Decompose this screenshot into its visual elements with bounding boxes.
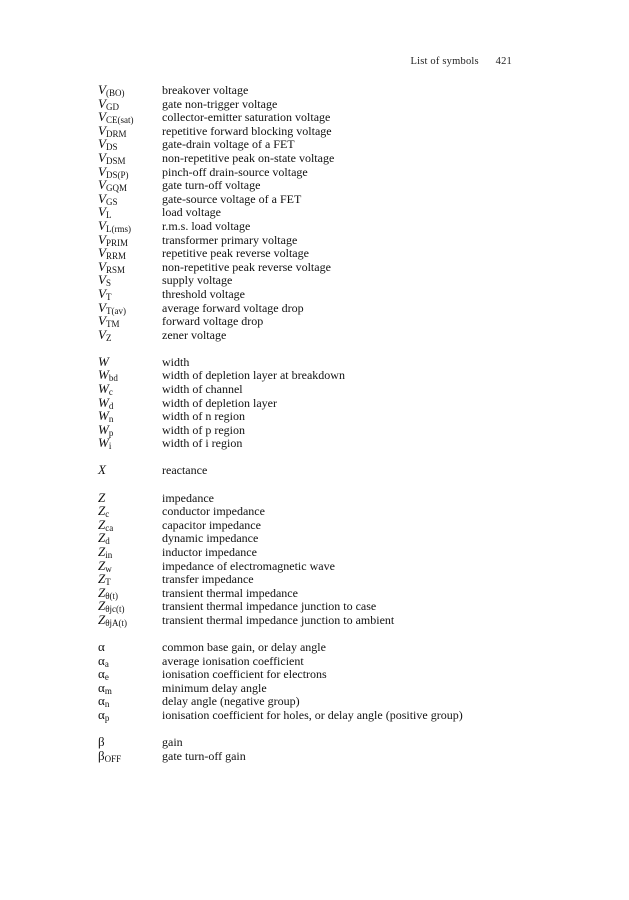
symbol-description: average ionisation coefficient: [162, 653, 304, 668]
symbol-description: dynamic impedance: [162, 531, 259, 546]
symbol-description: repetitive peak reverse voltage: [162, 246, 309, 261]
symbol-description: gate non-trigger voltage: [162, 96, 278, 111]
symbol: [98, 708, 162, 726]
symbol-group: [98, 640, 568, 722]
symbol-base: X: [98, 462, 106, 478]
symbol-entry: [98, 586, 568, 600]
symbol-subscript: DRM: [105, 128, 127, 139]
symbol: [98, 491, 162, 505]
symbol-entry: [98, 531, 568, 545]
symbol-entry: [98, 518, 568, 532]
symbol-base: Z: [98, 543, 106, 559]
symbol-subscript: n: [108, 414, 114, 425]
symbol-entry: [98, 559, 568, 573]
symbol-description: transient thermal impedance junction to case: [162, 599, 377, 614]
symbol-description: common base gain, or delay angle: [162, 639, 326, 654]
symbol-subscript: OFF: [104, 753, 122, 764]
symbol-description: forward voltage drop: [162, 314, 264, 329]
symbol-entry: [98, 287, 568, 301]
symbol-base: V: [98, 109, 106, 125]
symbol-base: Z: [98, 598, 106, 614]
symbol-entry: [98, 735, 568, 749]
symbol-subscript: (BO): [105, 88, 125, 98]
symbol-subscript: e: [104, 672, 109, 683]
symbol-description: ionisation coefficient for holes, or delay angle (positive group): [162, 707, 463, 722]
symbol-base: β: [98, 734, 105, 750]
symbol-base: Z: [98, 557, 106, 573]
symbol-description: gate turn-off voltage: [162, 178, 261, 193]
symbol-entry: [98, 708, 568, 722]
symbol-description: gain: [162, 735, 183, 750]
symbol-description: pinch-off drain-source voltage: [162, 164, 308, 179]
symbol-entry: [98, 97, 568, 111]
symbol-description: reactance: [162, 463, 208, 478]
symbol-entry: [98, 301, 568, 315]
symbol-entry: [98, 409, 568, 423]
symbol-description: transformer primary voltage: [162, 232, 298, 247]
symbol-subscript: TM: [105, 319, 120, 330]
symbol-base: W: [98, 353, 109, 369]
symbol-subscript: d: [105, 536, 110, 547]
symbol-subscript: i: [108, 441, 112, 452]
symbol-description: load voltage: [162, 205, 221, 220]
symbol-entry: [98, 572, 568, 586]
symbol-entry: [98, 233, 568, 247]
symbol-subscript: c: [108, 386, 113, 397]
symbol-base: V: [98, 95, 106, 111]
symbol-group: [98, 355, 568, 450]
symbol-subscript: L: [105, 210, 112, 221]
symbol-entry: [98, 314, 568, 328]
symbol: [98, 436, 162, 454]
symbol-base: V: [98, 313, 106, 329]
symbol-subscript: GS: [105, 196, 118, 207]
symbol-base: α: [98, 693, 105, 709]
symbol: [98, 613, 162, 631]
symbol-base: V: [98, 272, 106, 288]
symbol-base: Z: [98, 530, 106, 546]
symbol-entry: [98, 205, 568, 219]
symbol-description: minimum delay angle: [162, 680, 267, 695]
symbol-base: V: [98, 163, 106, 179]
symbol-entry: [98, 613, 568, 627]
symbol-description: r.m.s. load voltage: [162, 218, 251, 233]
symbol-subscript: θ(t): [105, 590, 119, 601]
symbol-entry: [98, 694, 568, 708]
symbol-subscript: DS: [105, 142, 118, 153]
symbol-description: non-repetitive peak reverse voltage: [162, 259, 331, 274]
symbol-base: β: [98, 747, 105, 763]
running-title: List of symbols: [410, 56, 479, 67]
symbol-description: width of depletion layer at breakdown: [162, 368, 345, 383]
symbol-base: α: [98, 679, 105, 695]
symbol-base: W: [98, 421, 109, 437]
symbol-entry: [98, 749, 568, 763]
symbol-subscript: θjc(t): [105, 604, 125, 615]
symbol-base: V: [98, 149, 106, 165]
symbol-base: Z: [98, 611, 106, 627]
symbol-description: transfer impedance: [162, 572, 254, 587]
symbol-description: delay angle (negative group): [162, 694, 300, 709]
symbol-entry: [98, 423, 568, 437]
symbol-base: W: [98, 367, 109, 383]
symbol: [98, 355, 162, 369]
symbol-subscript: RRM: [105, 251, 126, 262]
symbol-base: W: [98, 394, 109, 410]
symbol-subscript: d: [108, 400, 114, 411]
symbol-subscript: T(av): [105, 305, 126, 316]
symbol-description: impedance: [162, 490, 214, 505]
symbol-subscript: p: [104, 712, 110, 723]
symbol-base: Z: [98, 584, 106, 600]
symbol-entry: [98, 654, 568, 668]
symbol-subscript: PRIM: [105, 237, 128, 248]
symbol-base: W: [98, 408, 109, 424]
symbol-entry: [98, 545, 568, 559]
symbol-entry: [98, 436, 568, 450]
symbol-subscript: p: [108, 427, 114, 438]
symbol-entry: [98, 137, 568, 151]
symbol-list: [98, 83, 568, 776]
symbol-description: width of channel: [162, 381, 243, 396]
symbol-description: gate-source voltage of a FET: [162, 191, 302, 206]
symbol-description: supply voltage: [162, 273, 233, 288]
symbol-description: width: [162, 354, 190, 369]
symbol-base: Z: [98, 516, 106, 532]
symbol-entry: [98, 124, 568, 138]
symbol-description: gate turn-off gain: [162, 748, 246, 763]
symbol-entry: [98, 396, 568, 410]
page-header: [0, 56, 512, 67]
symbol-entry: [98, 219, 568, 233]
symbol-group: [98, 735, 568, 762]
symbol-subscript: a: [104, 658, 109, 669]
symbol-base: Z: [98, 571, 106, 587]
symbol-base: V: [98, 190, 106, 206]
symbol-base: V: [98, 136, 106, 152]
symbol-base: W: [98, 435, 109, 451]
symbol-subscript: S: [105, 278, 111, 289]
symbol-description: width of i region: [162, 436, 243, 451]
symbol-subscript: w: [105, 563, 112, 574]
symbol-base: V: [98, 122, 106, 138]
symbol-entry: [98, 178, 568, 192]
symbol-description: average forward voltage drop: [162, 300, 304, 315]
symbol: [98, 328, 162, 346]
symbol-base: α: [98, 666, 105, 682]
symbol-subscript: m: [104, 685, 112, 696]
symbol-entry: [98, 667, 568, 681]
symbol-subscript: RSM: [105, 264, 125, 275]
symbol-subscript: θjA(t): [105, 617, 128, 628]
symbol-description: gate-drain voltage of a FET: [162, 137, 295, 152]
symbol-entry: [98, 151, 568, 165]
symbol-description: transient thermal impedance: [162, 585, 298, 600]
symbol-base: α: [98, 638, 105, 654]
symbol-base: V: [98, 299, 106, 315]
symbol-entry: [98, 599, 568, 613]
symbol-description: zener voltage: [162, 327, 227, 342]
symbol-subscript: T: [105, 577, 111, 588]
symbol-description: ionisation coefficient for electrons: [162, 667, 327, 682]
symbol-entry: [98, 463, 568, 477]
symbol-base: α: [98, 706, 105, 722]
symbol-entry: [98, 681, 568, 695]
symbol-description: transient thermal impedance junction to ambient: [162, 612, 395, 627]
symbol-base: V: [98, 258, 106, 274]
symbol-subscript: GQM: [105, 183, 127, 194]
symbol-group: [98, 83, 568, 341]
symbol-base: α: [98, 652, 105, 668]
symbol-entry: [98, 640, 568, 654]
symbol-subscript: Z: [105, 332, 112, 343]
symbol-base: V: [98, 177, 106, 193]
symbol-entry: [98, 246, 568, 260]
symbol-base: V: [98, 217, 106, 233]
symbol: [98, 735, 162, 749]
symbol-base: Z: [98, 489, 106, 505]
symbol-subscript: in: [105, 549, 113, 560]
symbol-group: [98, 491, 568, 627]
page-number: 421: [495, 56, 512, 67]
symbol-entry: [98, 165, 568, 179]
symbol-group: [98, 463, 568, 477]
symbol-subscript: DSM: [105, 155, 126, 166]
symbol-base: Z: [98, 503, 106, 519]
symbol-subscript: ca: [105, 522, 114, 533]
symbol-entry: [98, 491, 568, 505]
symbol-entry: [98, 504, 568, 518]
symbol-entry: [98, 192, 568, 206]
symbol-description: non-repetitive peak on-state voltage: [162, 150, 335, 165]
symbol-base: V: [98, 245, 106, 261]
symbol-subscript: n: [104, 699, 110, 710]
symbol-entry: [98, 382, 568, 396]
symbol-subscript: c: [105, 509, 110, 520]
symbol-base: V: [98, 285, 106, 301]
symbol-subscript: DS(P): [105, 169, 129, 180]
symbol-subscript: CE(sat): [105, 115, 134, 126]
symbol-description: repetitive forward blocking voltage: [162, 123, 332, 138]
symbol-subscript: T: [105, 291, 112, 302]
symbol-base: V: [98, 326, 106, 342]
symbol-entry: [98, 273, 568, 287]
symbol-base: V: [98, 82, 106, 97]
symbol-entry: [98, 355, 568, 369]
symbol-entry: [98, 110, 568, 124]
symbol: [98, 640, 162, 654]
symbol-entry: [98, 260, 568, 274]
symbol: [98, 463, 162, 477]
symbol-entry: [98, 368, 568, 382]
symbol-description: breakover voltage: [162, 83, 249, 97]
symbol-description: impedance of electromagnetic wave: [162, 558, 335, 573]
symbol-description: width of p region: [162, 422, 245, 437]
symbol-description: conductor impedance: [162, 504, 265, 519]
symbol-base: W: [98, 380, 109, 396]
symbol-entry: [98, 328, 568, 342]
symbol-description: width of depletion layer: [162, 395, 277, 410]
symbol-subscript: GD: [105, 101, 119, 112]
symbol-entry: [98, 83, 568, 97]
symbol-description: capacitor impedance: [162, 517, 261, 532]
symbol-description: width of n region: [162, 409, 245, 424]
symbol: [98, 749, 162, 767]
symbol-subscript: L(rms): [105, 223, 131, 234]
symbol-base: V: [98, 204, 106, 220]
symbol-base: V: [98, 231, 106, 247]
symbol-description: threshold voltage: [162, 286, 245, 301]
symbol-description: collector-emitter saturation voltage: [162, 110, 331, 125]
symbol-description: inductor impedance: [162, 544, 257, 559]
symbol-subscript: bd: [108, 373, 118, 384]
